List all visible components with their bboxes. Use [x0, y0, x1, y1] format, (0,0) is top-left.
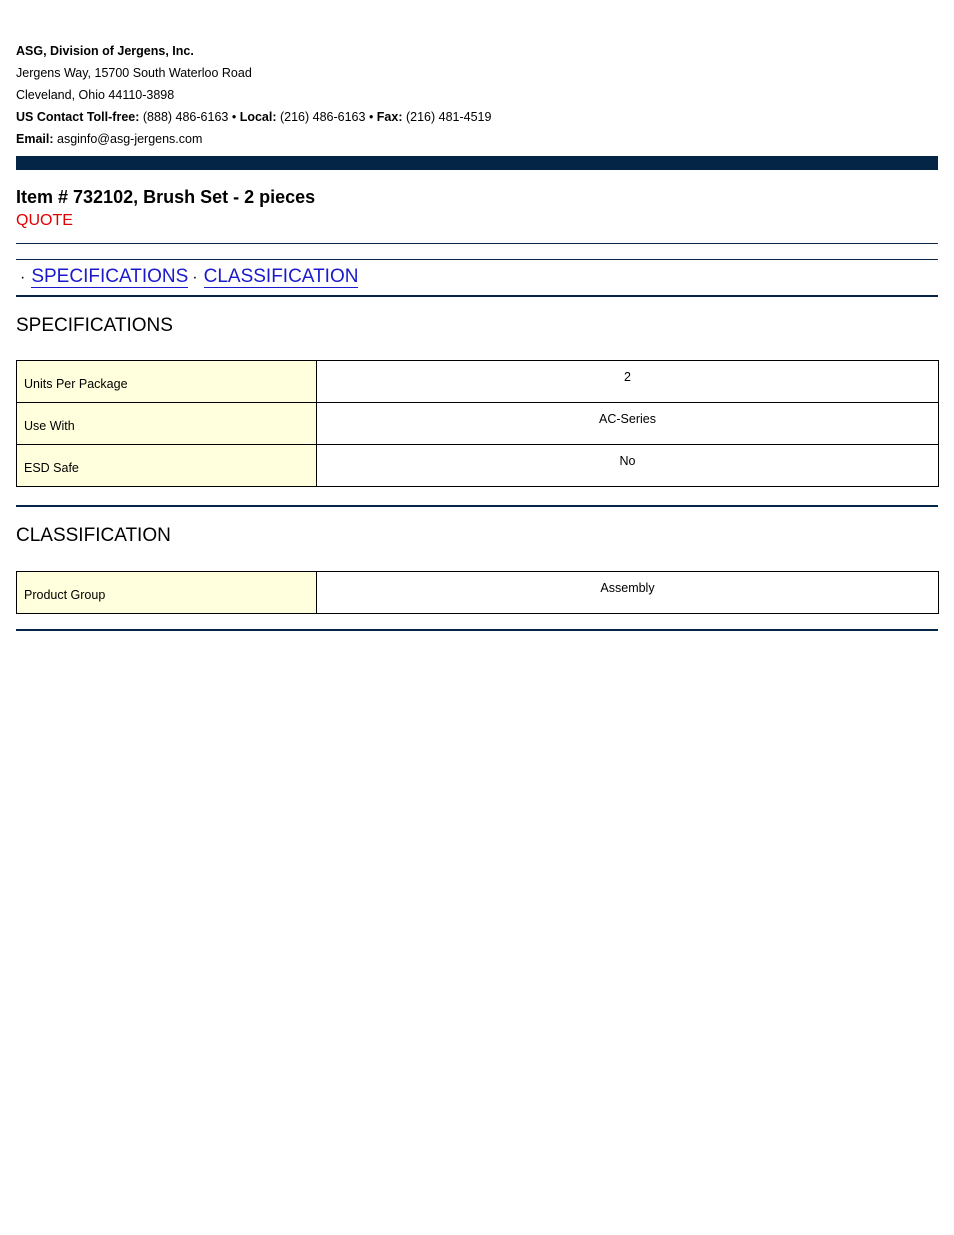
local-label: Local: [239, 110, 277, 124]
specifications-heading: SPECIFICATIONS [16, 315, 173, 336]
email-label: Email: [16, 132, 54, 146]
classification-label: Product Group [17, 572, 317, 614]
fax-number: (216) 481-4519 [405, 110, 492, 124]
tollfree-label: US Contact Toll-free: [16, 110, 140, 124]
table-row [17, 445, 939, 487]
classification-value: Assembly [317, 572, 939, 614]
nav-separator: · [192, 269, 198, 286]
classification-table [16, 571, 939, 614]
spec-label: ESD Safe [17, 445, 317, 487]
tollfree-number: (888) 486-6163 [142, 110, 229, 124]
quote-label: QUOTE [16, 212, 73, 229]
company-email-line [16, 128, 491, 150]
company-name: ASG, Division of Jergens, Inc. [16, 44, 194, 58]
nav-link-classification[interactable]: CLASSIFICATION [203, 266, 359, 287]
section-nav [16, 266, 358, 288]
company-info [16, 40, 491, 150]
table-row [17, 572, 939, 614]
company-phone-line [16, 106, 491, 128]
classification-heading: CLASSIFICATION [16, 525, 171, 546]
fax-label: Fax: [376, 110, 403, 124]
spec-label: Units Per Package [17, 361, 317, 403]
company-address-line2: Cleveland, Ohio 44110-3898 [16, 88, 175, 102]
table-row [17, 361, 939, 403]
divider [16, 295, 938, 297]
spec-value: No [317, 445, 939, 487]
email-address: asginfo@asg-jergens.com [57, 132, 203, 146]
company-address-line1: Jergens Way, 15700 South Waterloo Road [16, 66, 252, 80]
item-title: Item # 732102, Brush Set - 2 pieces [16, 187, 316, 207]
table-row [17, 403, 939, 445]
specifications-table [16, 360, 939, 487]
header-bar [16, 156, 938, 170]
spec-label: Use With [17, 403, 317, 445]
spec-value: 2 [317, 361, 939, 403]
nav-link-specifications[interactable]: SPECIFICATIONS [31, 266, 189, 287]
divider [16, 243, 938, 244]
divider [16, 259, 938, 260]
local-number: (216) 486-6163 [279, 110, 366, 124]
divider [16, 629, 938, 631]
separator-bullet: • [228, 110, 240, 124]
spec-value: AC-Series [317, 403, 939, 445]
divider [16, 505, 938, 507]
separator-bullet: • [365, 110, 377, 124]
nav-separator: · [20, 269, 26, 286]
